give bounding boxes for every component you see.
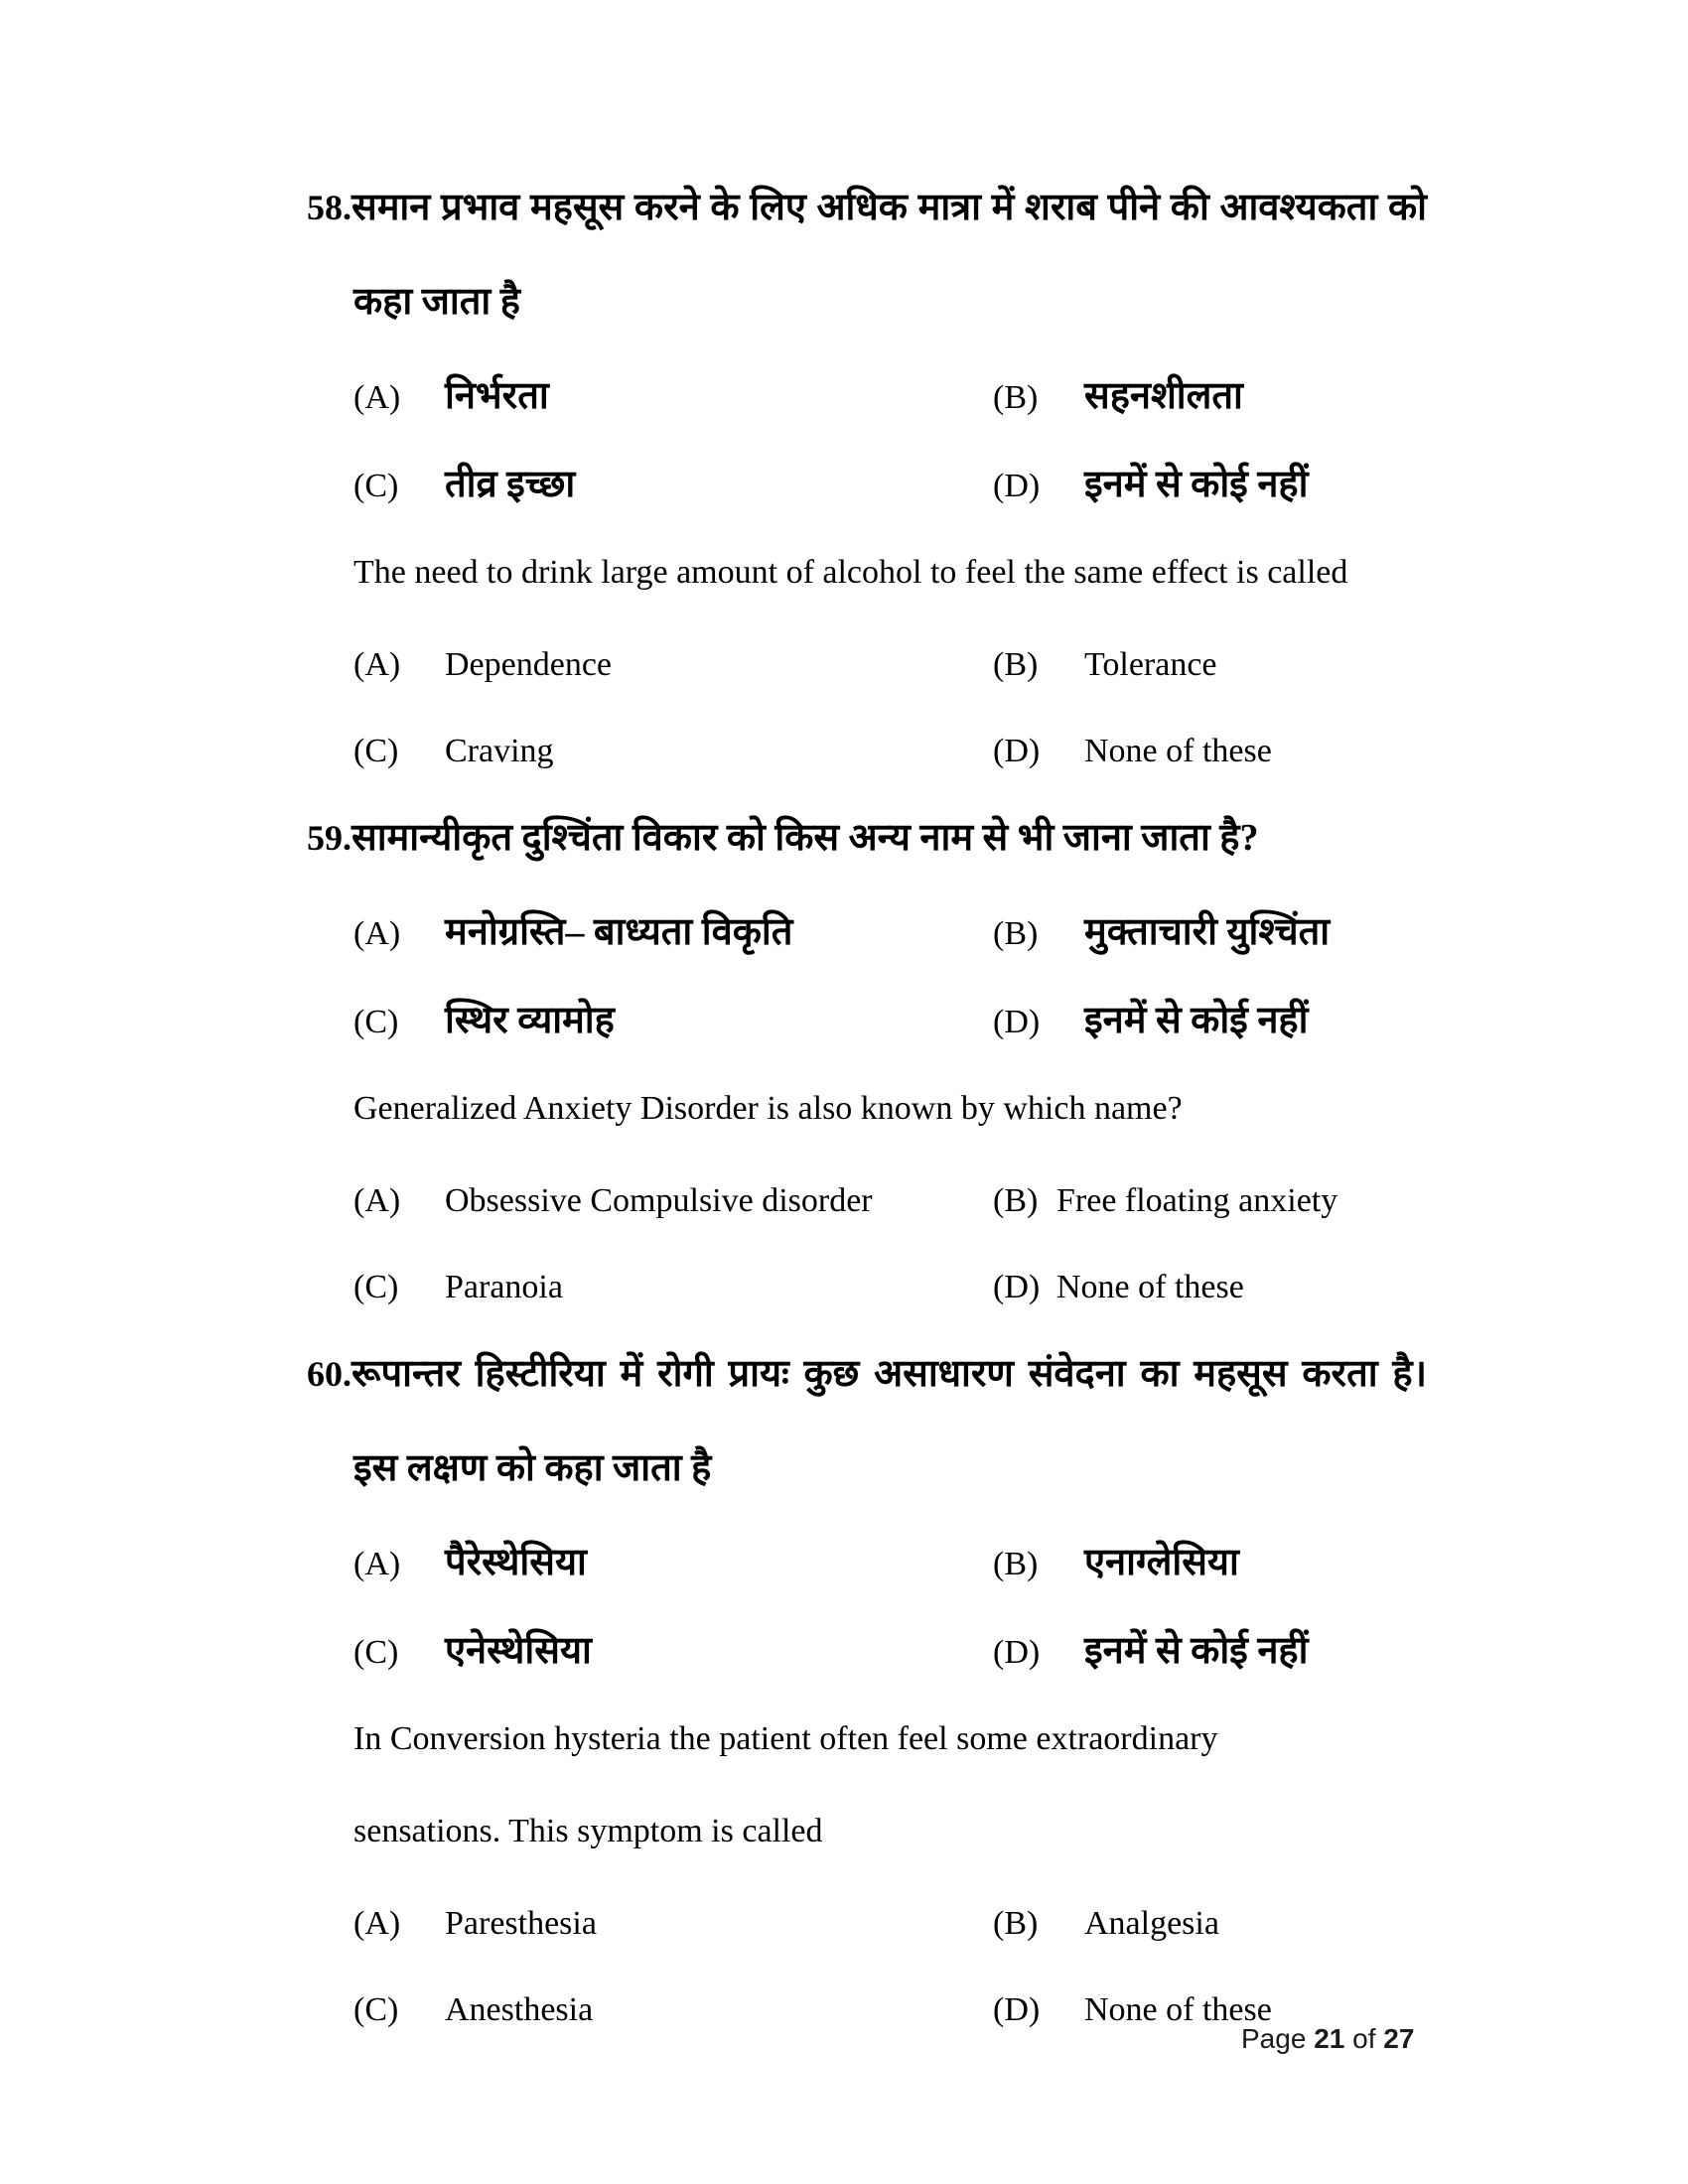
footer-of-word: of <box>1352 2023 1376 2054</box>
question-60-hindi-options-row2 <box>307 1627 1427 1677</box>
question-59-english-options-row1 <box>307 1177 1427 1225</box>
option-text: इनमें से कोई नहीं <box>1084 464 1309 505</box>
option-text: मनोग्रस्ति– बाध्यता विकृति <box>445 911 793 953</box>
question-60-number: 60. <box>307 1354 352 1394</box>
option-label: (B) <box>993 1905 1039 1942</box>
option-58-hindi-C <box>353 461 993 510</box>
question-58-english-stem: The need to drink large amount of alcohol to feel the same effect is called <box>353 554 1348 591</box>
option-text: Dependence <box>445 646 613 683</box>
option-text: पैरेस्थेसिया <box>445 1542 587 1583</box>
option-58-hindi-B <box>993 372 1427 422</box>
option-label: (C) <box>353 733 399 769</box>
option-label: (D) <box>993 733 1041 769</box>
option-58-hindi-D <box>993 461 1427 510</box>
question-58-hindi-options-row2 <box>307 461 1427 510</box>
question-59-hindi-text: सामान्यीकृत दुश्चिंता विकार को किस अन्य नाम से भी जाना जाता है? <box>352 817 1259 859</box>
option-text: None of these <box>1084 1991 1272 2028</box>
questions-area <box>307 184 1427 2073</box>
option-58-english-D <box>993 728 1427 775</box>
question-60-english-line2: sensations. This symptom is called <box>353 1813 823 1849</box>
option-59-english-C <box>353 1264 993 1311</box>
question-60-english-options-row1 <box>307 1900 1427 1948</box>
option-58-english-C <box>353 728 993 775</box>
option-text: सहनशीलता <box>1084 375 1243 417</box>
option-label: (D) <box>993 1004 1041 1040</box>
option-60-hindi-B <box>993 1539 1427 1588</box>
option-59-english-D <box>993 1264 1427 1311</box>
option-60-hindi-A <box>353 1539 993 1588</box>
option-59-hindi-C <box>353 997 993 1046</box>
question-60-hindi-options-row1 <box>307 1539 1427 1588</box>
option-60-english-C <box>353 1986 993 2034</box>
option-59-hindi-A <box>353 908 993 958</box>
option-60-english-A <box>353 1900 993 1948</box>
question-58-hindi-line2: कहा जाता है <box>353 281 520 323</box>
footer-page-word: Page <box>1241 2023 1307 2054</box>
option-58-hindi-A <box>353 372 993 422</box>
footer-total-pages: 27 <box>1383 2023 1415 2054</box>
question-59-english-stem: Generalized Anxiety Disorder is also known by which name? <box>353 1090 1183 1127</box>
option-label: (C) <box>353 1004 399 1040</box>
question-58-hindi-options-row1 <box>307 372 1427 422</box>
option-label: (B) <box>993 915 1039 952</box>
option-text: इनमें से कोई नहीं <box>1084 1630 1309 1672</box>
option-text: एनाग्लेसिया <box>1084 1542 1239 1583</box>
option-59-english-B <box>993 1177 1427 1225</box>
option-text: Paranoia <box>445 1269 563 1305</box>
question-58-english-options-row1 <box>307 641 1427 689</box>
option-58-english-B <box>993 641 1427 689</box>
option-label: (A) <box>353 379 401 416</box>
option-60-english-B <box>993 1900 1427 1948</box>
option-58-english-A <box>353 641 993 689</box>
option-label: (D) <box>993 1634 1041 1671</box>
option-label: (D) <box>993 1269 1041 1305</box>
question-59-english-options-row2 <box>307 1264 1427 1311</box>
option-text: Anesthesia <box>445 1991 594 2028</box>
question-60-english-line1: In Conversion hysteria the patient often feel some extraordinary <box>353 1720 1218 1757</box>
option-text: Tolerance <box>1084 646 1217 683</box>
option-60-hindi-C <box>353 1627 993 1677</box>
option-label: (C) <box>353 468 399 504</box>
option-text: निर्भरता <box>445 375 549 417</box>
question-60-hindi-text: रूपान्तर हिस्टीरिया में रोगी प्रायः कुछ असाधारण संवेदना का महसूस करता है। <box>352 1353 1427 1395</box>
option-text: मुक्ताचारी युश्चिंता <box>1084 911 1331 953</box>
option-text: None of these <box>1084 733 1272 769</box>
option-label: (A) <box>353 1905 401 1942</box>
option-label: (C) <box>353 1634 399 1671</box>
option-label: (A) <box>353 646 401 683</box>
option-label: (B) <box>993 379 1039 416</box>
question-58-hindi-line1 <box>307 184 1427 239</box>
option-text: स्थिर व्यामोह <box>445 1000 615 1041</box>
option-text: तीव्र इच्छा <box>445 464 576 505</box>
question-60-hindi-line1 <box>307 1350 1427 1406</box>
option-label: (D) <box>993 468 1041 504</box>
option-text: इनमें से कोई नहीं <box>1084 1000 1309 1041</box>
option-label: (C) <box>353 1991 399 2028</box>
option-text: Craving <box>445 733 554 769</box>
question-58-hindi-text: समान प्रभाव महसूस करने के लिए अधिक मात्रा में शराब पीने की आवश्यकता को <box>352 187 1427 228</box>
option-59-hindi-D <box>993 997 1427 1046</box>
page-footer <box>1241 2023 1414 2055</box>
question-59-hindi-options-row2 <box>307 997 1427 1046</box>
option-label: (B) <box>993 646 1039 683</box>
question-60-hindi-line2: इस लक्षण को कहा जाता है <box>353 1447 712 1489</box>
question-59-hindi-line1 <box>307 814 1427 870</box>
option-label: (A) <box>353 915 401 952</box>
question-59-hindi-options-row1 <box>307 908 1427 958</box>
option-text: एनेस्थेसिया <box>445 1630 592 1672</box>
option-59-hindi-B <box>993 908 1427 958</box>
option-59-english-A <box>353 1177 993 1225</box>
question-58-number: 58. <box>307 188 352 227</box>
option-text: Obsessive Compulsive disorder <box>445 1182 873 1219</box>
option-label: (C) <box>353 1269 399 1305</box>
option-text: Free floating anxiety <box>1056 1182 1338 1219</box>
option-text: None of these <box>1056 1269 1244 1305</box>
option-label: (A) <box>353 1182 401 1219</box>
option-60-hindi-D <box>993 1627 1427 1677</box>
question-59-number: 59. <box>307 818 352 858</box>
option-label: (B) <box>993 1182 1039 1219</box>
option-label: (B) <box>993 1546 1039 1582</box>
footer-page-number: 21 <box>1314 2023 1345 2054</box>
option-label: (A) <box>353 1546 401 1582</box>
question-58-english-options-row2 <box>307 728 1427 775</box>
option-label: (D) <box>993 1991 1041 2028</box>
option-text: Analgesia <box>1084 1905 1219 1942</box>
option-text: Paresthesia <box>445 1905 597 1942</box>
